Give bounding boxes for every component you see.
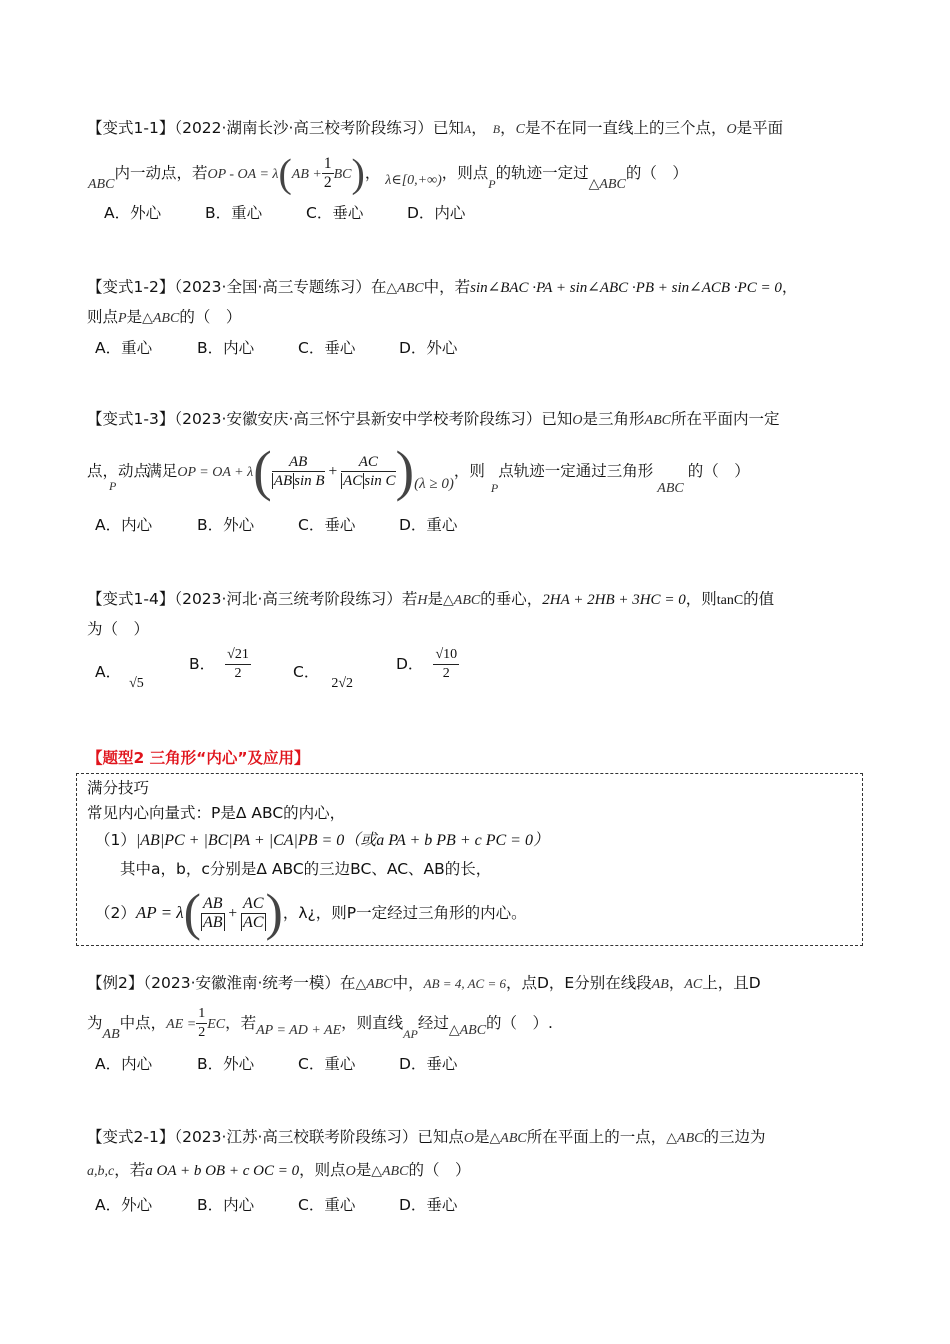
- question-v1-3-line2: 点，动点$_P$满足OP = OA + λ( $\frac{AB}{\text{AB sin B}}$ + $\frac{AC}{\text{AC sin C}}$ )(λ ≥ 0)，则$_P$点轨迹一定通过三角形ABC的（ ）: [87, 440, 750, 503]
- tips-line-4: （2）AP = λ( $\frac{AB}{AB}$ + $\frac{AC}{AC}$ )，λ¿，则P一定经过三角形的内心。: [95, 884, 527, 942]
- question-v2-1-line2: a,b,c，若a OA + b OB + c OC = 0，则点O是△ABC的（ ）: [87, 1161, 471, 1179]
- question-v1-2-line2: 则点P是△ABC的（ ）: [87, 308, 242, 326]
- fraction-ab: $\frac{AB}{\text{AB sin B}}$: [273, 454, 325, 489]
- option-c[interactable]: C．重心: [298, 1196, 356, 1214]
- vector-equation: OP = OA + λ: [177, 465, 254, 480]
- tips-line-1: 常见内心向量式：P是Δ ABC的内心，: [87, 804, 346, 822]
- option-c[interactable]: C．2√2: [293, 663, 354, 691]
- tips-line-3: 其中a，b，c分别是Δ ABC的三边BC、AC、AB的长，: [120, 860, 492, 878]
- question-source: （2022·湖南长沙·高三校考阶段练习）已知: [174, 119, 464, 137]
- option-d[interactable]: D．外心: [399, 339, 458, 357]
- option-d[interactable]: D．垂心: [399, 1055, 458, 1073]
- question-v1-3-line1: 【变式1-3】（2023·安徽安庆·高三怀宁县新安中学校考阶段练习）已知O是三角形ABC所在平面内一定: [87, 410, 780, 428]
- question-v1-1-line1: 【变式1-1】（2022·湖南长沙·高三校考阶段练习）已知A， B，C是不在同一直线上的三个点，O是平面: [87, 119, 784, 137]
- option-b[interactable]: B．外心: [197, 516, 255, 534]
- option-b[interactable]: B．内心: [197, 339, 255, 357]
- option-a[interactable]: A．外心: [104, 204, 162, 222]
- option-d[interactable]: D． $\frac{√10}{2}$: [396, 647, 458, 681]
- vector-equation: a OA + b OB + c OC = 0: [145, 1163, 300, 1179]
- option-d[interactable]: D．重心: [399, 516, 458, 534]
- option-a[interactable]: A．外心: [95, 1196, 153, 1214]
- option-a[interactable]: A．内心: [95, 1055, 153, 1073]
- option-a[interactable]: A．内心: [95, 516, 153, 534]
- option-c[interactable]: C．重心: [298, 1055, 356, 1073]
- question-v1-1-line2: ABC内一动点，若OP - OA = λ(AB + $\frac{1}{2}$ BC)， λ∈[0,+∞)，则点$_P$的轨迹一定过△ABC的（ ）: [88, 150, 688, 196]
- example-2-line2: 为AB中点，AE = $\frac{1}{2}$ EC，若AP = AD + AE，则直线$_{AP}$经过△ABC的（ ）.: [87, 1006, 553, 1042]
- option-a[interactable]: A．重心: [95, 339, 153, 357]
- option-d[interactable]: D．内心: [407, 204, 466, 222]
- question-v1-2-line1: 【变式1-2】（2023·全国·高三专题练习）在△ABC中，若sin∠BAC ·PA + sin∠ABC ·PB + sin∠ACB ·PC = 0，: [87, 278, 798, 296]
- question-v2-1-line1: 【变式2-1】（2023·江苏·高三校联考阶段练习）已知点O是△ABC所在平面上的一点，△ABC的三边为: [87, 1128, 766, 1146]
- fraction: $\frac{1}{2}$: [323, 155, 332, 191]
- question-v1-4-line1: 【变式1-4】（2023·河北·高三统考阶段练习）若H是△ABC的垂心，2HA + 2HB + 3HC = 0，则tanC的值: [87, 590, 775, 608]
- option-b[interactable]: B．外心: [197, 1055, 255, 1073]
- fraction-ac: $\frac{AC}{\text{AC sin C}}$: [343, 454, 396, 489]
- option-c[interactable]: C．垂心: [306, 204, 364, 222]
- option-b[interactable]: B． $\frac{√21}{2}$: [189, 647, 249, 681]
- option-b[interactable]: B．重心: [205, 204, 263, 222]
- vector-equation: OP - OA = λ: [207, 167, 279, 182]
- question-v1-4-line2: 为（ ）: [87, 620, 150, 638]
- question-label: 【变式1-1】: [87, 119, 175, 137]
- section-heading: 【题型2 三角形“内心”及应用】: [87, 749, 310, 767]
- tips-title: 满分技巧: [87, 779, 150, 797]
- option-a[interactable]: A．√5: [95, 663, 144, 691]
- option-d[interactable]: D．垂心: [399, 1196, 458, 1214]
- option-c[interactable]: C．垂心: [298, 339, 356, 357]
- example-2-line1: 【例2】（2023·安徽淮南·统考一模）在△ABC中，AB = 4, AC = 6，点D，E分别在线段AB，AC上，且D: [87, 974, 761, 992]
- tips-line-2: （1）|AB|PC + |BC|PA + |CA|PB = 0（或a PA + b PB + c PC = 0）: [95, 831, 549, 849]
- vector-equation: sin∠BAC ·PA + sin∠ABC ·PB + sin∠ACB ·PC = 0: [470, 280, 782, 296]
- option-b[interactable]: B．内心: [197, 1196, 255, 1214]
- vector-equation: 2HA + 2HB + 3HC = 0: [542, 592, 686, 608]
- option-c[interactable]: C．垂心: [298, 516, 356, 534]
